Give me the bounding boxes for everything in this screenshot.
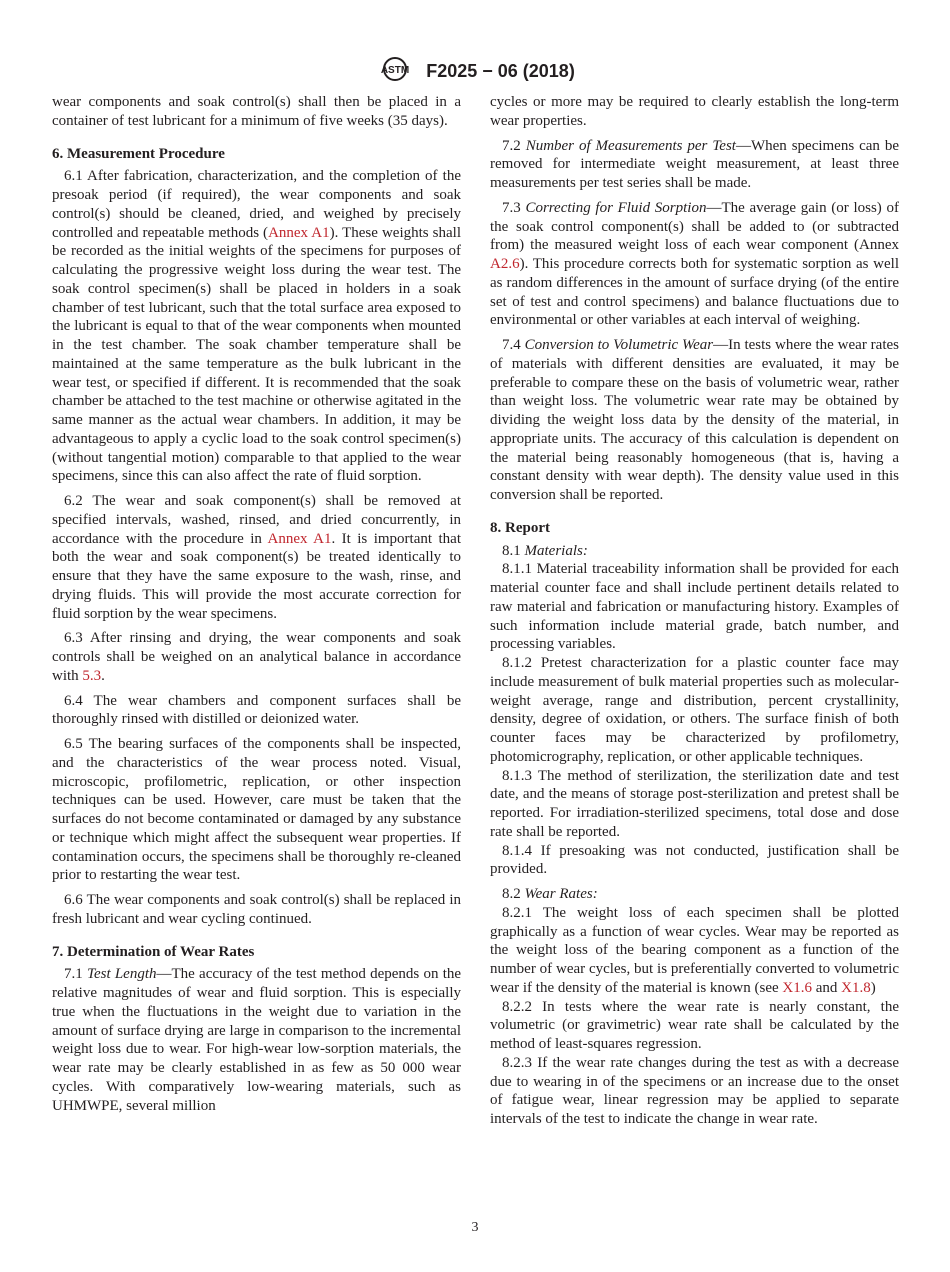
paragraph: [490, 998, 899, 1054]
paragraph: [52, 735, 461, 885]
text-run: 7.4: [502, 337, 525, 353]
paragraph: [490, 885, 899, 904]
section-heading: [52, 145, 461, 164]
text-run: .: [101, 667, 105, 684]
text-run: —In tests where the wear rates of materials with different densities are evaluated, it may be preferable to compare these on the basis of volumetric wear, rather than weight loss. The volumetric wear rate may be obtained by dividing the weight loss data by the density of the material, in appropriate units. The accuracy of this calculation is dependent on the material being reasonably homogeneous (that is, having a constant density with wear depth). The density value used in this conversion shall be reported.: [490, 337, 900, 503]
paragraph: [490, 199, 899, 330]
astm-logo-icon: [375, 56, 415, 87]
text-run: ). This procedure corrects both for systematic sorption as well as random differences in the amount of surface drying (of the entire set of test and control specimens) and balance fluctuations due to environmental or other variables at each interval of weighing.: [490, 256, 899, 329]
paragraph: [490, 842, 899, 880]
paragraph: [490, 654, 899, 767]
document-designation: F2025 − 06 (2018): [426, 61, 575, 81]
text-run: ): [870, 979, 876, 996]
text-run: 7.3: [502, 199, 526, 216]
text-run: and: [812, 979, 842, 996]
italic-run-in-heading: Number of Measurements per Test: [525, 137, 736, 154]
italic-run-in-heading: Correcting for Fluid Sorption: [525, 199, 707, 216]
paragraph: [490, 1054, 899, 1129]
cross-reference-link[interactable]: X1.6: [782, 979, 812, 996]
italic-run-in-heading: Materials:: [524, 542, 588, 559]
italic-run-in-heading: Conversion to Volumetric Wear: [524, 337, 714, 353]
paragraph: [490, 336, 899, 505]
svg-text:ASTM: ASTM: [381, 65, 410, 76]
text-run: 7.2: [502, 137, 526, 154]
cross-reference-link[interactable]: A2.6: [490, 256, 520, 272]
cross-reference-link[interactable]: Annex A1: [268, 224, 330, 241]
section-heading: [52, 943, 461, 962]
text-run: wear components and soak control(s) shall then be placed in a container of test lubricant for a minimum of five weeks (35 days).: [52, 94, 461, 129]
paragraph: [490, 767, 899, 842]
paragraph: [490, 542, 899, 561]
text-run: —The average gain (or loss) of the soak control component(s) shall be added to (or subtracted from) the measured weight loss of each wear component (Annex: [490, 199, 899, 254]
page-number: 3: [471, 1220, 479, 1235]
text-run: cycles or more may be required to clearly establish the long-term wear properties.: [490, 94, 899, 129]
text-run: 6.3 After rinsing and drying, the wear components and soak controls shall be weighed on an analytical balance in accordance with: [52, 630, 461, 684]
text-run: 8.2.2 In tests where the wear rate is nearly constant, the volumetric (or gravimetric) wear rate shall be calculated by the method of least-squares regression.: [490, 998, 899, 1052]
text-run: 8.1.4 If presoaking was not conducted, justification shall be provided.: [490, 842, 899, 878]
paragraph: [490, 137, 899, 193]
italic-run-in-heading: Wear Rates:: [524, 886, 598, 902]
text-run: 7. Determination of Wear Rates: [52, 943, 255, 960]
paragraph: [490, 560, 899, 654]
page-header: [0, 56, 950, 87]
cross-reference-link[interactable]: Annex A1: [267, 530, 332, 547]
text-run: 6. Measurement Procedure: [52, 145, 225, 162]
text-run: 8.2.1 The weight loss of each specimen shall be plotted graphically as a function of wear cycles. Wear may be reported as the weight loss of the bearing component as a function of the number of wear cycles, but is preferentially converted to volumetric wear if the density of the material is known (see: [490, 904, 899, 996]
text-run: 6.5 The bearing surfaces of the components shall be inspected, and the characteristics of the wear process noted. Visual, microscopic, profilometric, replication, or other inspection techniques can be used. However, care must be taken that the surfaces do not become contaminated or damaged by any substance or technique which might affect the subsequent wear properties. If contamination occurs, the specimens shall be thoroughly re-cleaned prior to restarting the wear test.: [52, 736, 461, 884]
paragraph: [52, 692, 461, 730]
section-heading: [490, 519, 899, 538]
italic-run-in-heading: Test Length: [86, 966, 157, 983]
text-run: 6.1 After fabrication, characterization, and the completion of the presoak period (if required), the wear components and soak control(s) should be cleaned, dried, and weighed by precisely controlled and repeatable methods (: [52, 168, 461, 241]
text-run: —The accuracy of the test method depends on the relative magnitudes of wear and fluid sorption. This is especially true when the fluctuations in the weight due to variation in the amount of surface drying are large in comparison to the incremental weight loss due to wear. For high-wear low-sorption materials, the wear rate may be clearly established in as few as 50 000 wear cycles. With comparatively low-wearing materials, such as UHMWPE, several million: [52, 966, 462, 1114]
paragraph: [52, 492, 461, 623]
text-run: 6.6 The wear components and soak control(s) shall be replaced in fresh lubricant and wear cycling continued.: [52, 892, 461, 927]
text-run: ). These weights shall be recorded as the initial weights of the specimens for purposes of calculating the progressive weight loss during the wear test. The soak control specimen(s) shall be placed in holders in a soak chamber of test lubricant, such that the total surface area exposed to the lubricant is equal to that of the wear components when mounted in the test chamber. The soak chamber temperature shall be maintained at the same temperature as the bulk lubricant in the wear test, or specified if different. It is recommended that the soak chamber be attached to the test machine or otherwise agitated in the same manner as the actual wear chambers. In addition, it may be advantageous to apply a cyclic load to the soak control specimen(s) (without tangential motion) comparable to that applied to the wear specimens, since this can also affect the rate of fluid sorption.: [52, 224, 461, 485]
paragraph: [490, 93, 899, 131]
text-run: 8.2: [502, 886, 525, 902]
text-run: 8. Report: [490, 519, 550, 536]
text-run: 8.1.3 The method of sterilization, the sterilization date and test date, and the means of storage post-sterilization and pretest shall be reported. For irradiation-sterilized specimens, total dose and dose rate shall be reported.: [490, 767, 899, 840]
paragraph: [52, 629, 461, 685]
text-run: 8.2.3 If the wear rate changes during the test as with a decrease due to wearing in of the specimens or an increase due to the onset of fatigue wear, linear regression may be applied to separate intervals of the test to indicate the change in wear rate.: [490, 1054, 899, 1127]
left-column: [52, 93, 461, 1121]
text-run: 8.1.2 Pretest characterization for a plastic counter face may include measurement of bulk material properties such as molecular-weight average, range and distribution, percent crystallinity, density, degree of oxidation, or others. The surface finish of both counter faces may be characterized by profilometry, photomicrography, replication, or other applicable techniques.: [490, 655, 899, 765]
paragraph: [52, 891, 461, 929]
text-run: . It is important that both the wear and soak component(s) be treated identically to ensure that they have the same exposure to the wash, rinse, and drying fluids. This will provide the most accurate correction for fluid sorption by the wear specimens.: [52, 530, 461, 622]
paragraph: [490, 904, 899, 998]
paragraph: [52, 167, 461, 486]
text-run: 8.1.1 Material traceability information shall be provided for each material counter face and shall include pertinent details related to raw material and fabrication or manufacturing history. Examples of such information include material grade, batch number, and processing variables.: [490, 561, 899, 653]
text-run: 7.1: [64, 966, 87, 983]
text-run: 6.4 The wear chambers and component surfaces shall be thoroughly rinsed with distilled or deionized water.: [52, 692, 461, 728]
text-run: 8.1: [502, 542, 525, 559]
paragraph: [52, 965, 461, 1115]
cross-reference-link[interactable]: X1.8: [841, 979, 871, 996]
paragraph: [52, 93, 461, 131]
text-run: —When specimens can be removed for intermediate weight measurement, at least three measurements per test series shall be made.: [490, 137, 900, 191]
text-run: 6.2 The wear and soak component(s) shall be removed at specified intervals, washed, rinsed, and dried concurrently, in accordance with the procedure in: [52, 493, 461, 547]
cross-reference-link[interactable]: 5.3: [82, 667, 102, 684]
right-column: [490, 93, 899, 1129]
